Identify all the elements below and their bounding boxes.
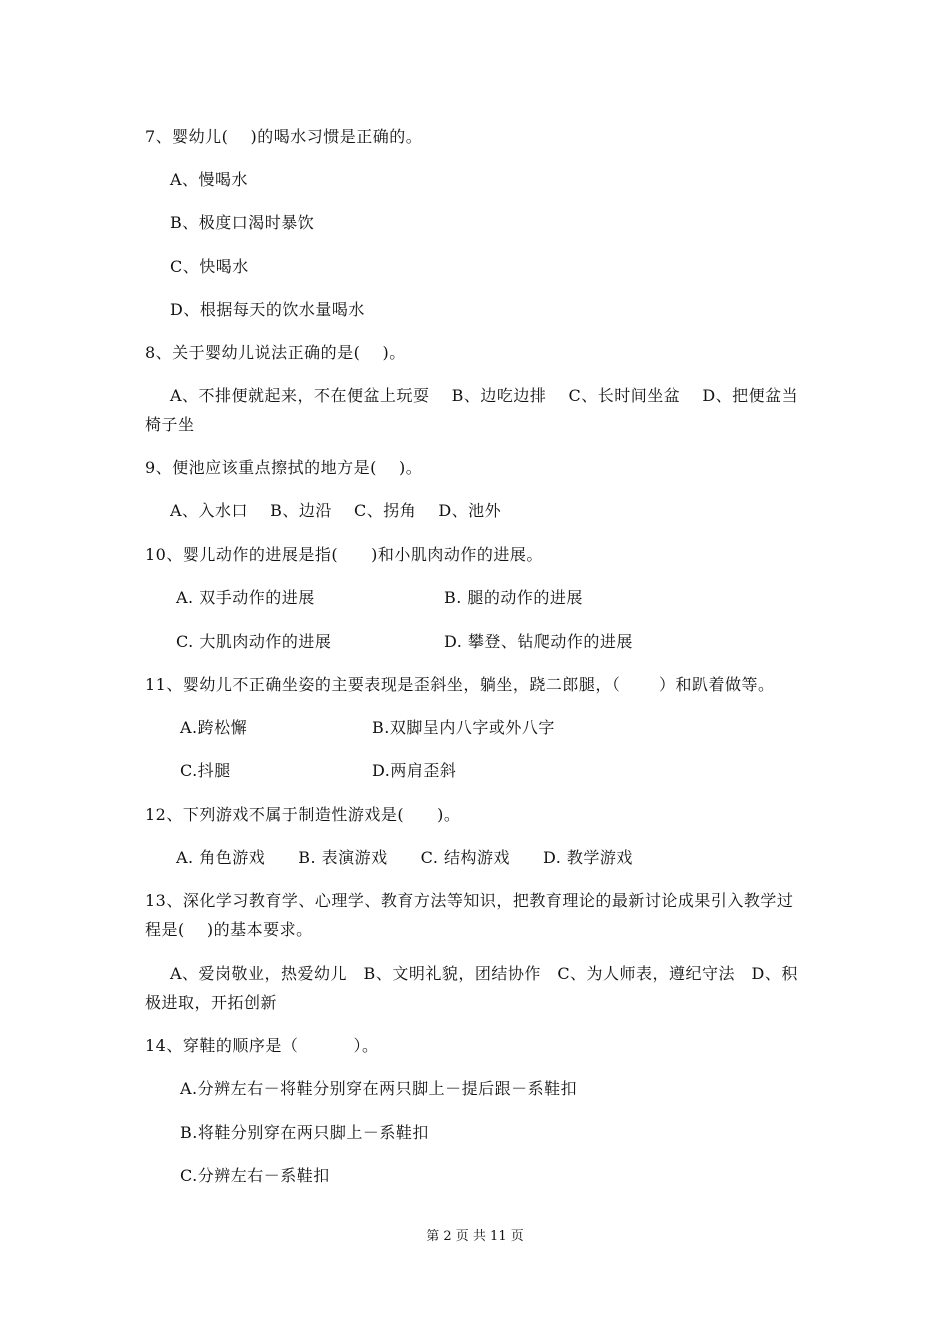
question-11-option-d: D.两肩歪斜 (372, 761, 457, 780)
question-10-option-b: B. 腿的动作的进展 (444, 588, 583, 607)
question-7-option-d: D、根据每天的饮水量喝水 (170, 300, 365, 319)
question-13-stem-line-1: 13、深化学习教育学、心理学、教育方法等知识，把教育理论的最新讨论成果引入教学过 (145, 891, 794, 910)
question-9-stem: 9、便池应该重点擦拭的地方是( )。 (145, 458, 423, 477)
question-7-option-a: A、慢喝水 (170, 170, 249, 189)
question-11-stem: 11、婴幼儿不正确坐姿的主要表现是歪斜坐，躺坐，跷二郎腿，（ ）和趴着做等。 (145, 675, 775, 694)
question-14-option-a: A.分辨左右－将鞋分别穿在两只脚上－提后跟－系鞋扣 (180, 1079, 578, 1098)
question-11-option-a: A.跨松懈 (180, 718, 248, 737)
question-14-stem: 14、穿鞋的顺序是（ ）。 (145, 1036, 379, 1055)
page-number-footer: 第 2 页 共 11 页 (426, 1229, 524, 1244)
question-13-options-line-1: A、爱岗敬业，热爱幼儿 B、文明礼貌，团结协作 C、为人师表，遵纪守法 D、积 (170, 964, 798, 983)
question-12-options: A. 角色游戏 B. 表演游戏 C. 结构游戏 D. 教学游戏 (176, 848, 633, 867)
question-14-option-b: B.将鞋分别穿在两只脚上－系鞋扣 (180, 1123, 429, 1142)
question-7-option-b: B、极度口渴时暴饮 (170, 213, 315, 232)
question-8-options-line-2: 椅子坐 (145, 415, 195, 434)
question-10-stem: 10、婴儿动作的进展是指( )和小肌肉动作的进展。 (145, 545, 543, 564)
question-12-stem: 12、下列游戏不属于制造性游戏是( )。 (145, 805, 461, 824)
question-13-options-line-2: 极进取，开拓创新 (145, 993, 278, 1012)
question-8-options-line-1: A、不排便就起来，不在便盆上玩耍 B、边吃边排 C、长时间坐盆 D、把便盆当 (170, 386, 799, 405)
question-7-stem: 7、婴幼儿( )的喝水习惯是正确的。 (145, 127, 423, 146)
question-14-option-c: C.分辨左右－系鞋扣 (180, 1166, 330, 1185)
question-9-options: A、入水口 B、边沿 C、拐角 D、池外 (170, 501, 502, 520)
question-10-option-a: A. 双手动作的进展 (176, 588, 315, 607)
question-10-option-c: C. 大肌肉动作的进展 (176, 632, 332, 651)
question-13-stem-line-2: 程是( )的基本要求。 (145, 920, 313, 939)
question-11-option-b: B.双脚呈内八字或外八字 (372, 718, 555, 737)
question-10-option-d: D. 攀登、钻爬动作的进展 (444, 632, 633, 651)
question-8-stem: 8、关于婴幼儿说法正确的是( )。 (145, 343, 406, 362)
question-11-option-c: C.抖腿 (180, 761, 231, 780)
question-7-option-c: C、快喝水 (170, 257, 249, 276)
